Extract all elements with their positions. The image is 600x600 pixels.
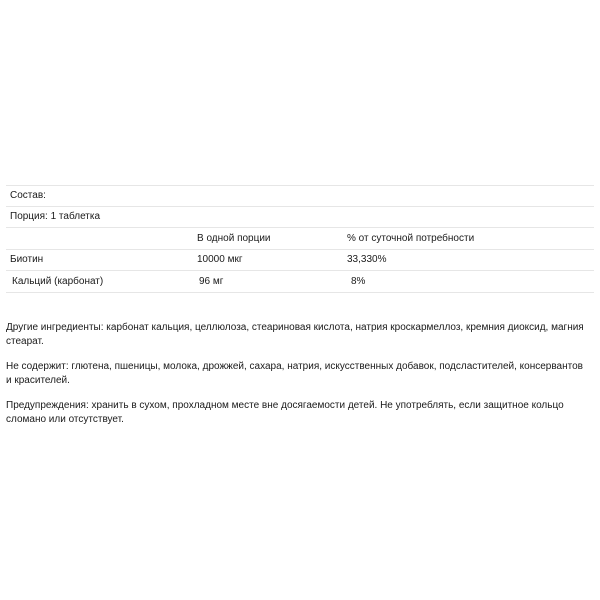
serving-size: Порция: 1 таблетка bbox=[10, 211, 101, 222]
serving-size-row bbox=[6, 206, 594, 227]
table-row bbox=[6, 270, 594, 293]
ingredient-name: Кальций (карбонат) bbox=[12, 275, 104, 287]
product-notes bbox=[6, 321, 586, 438]
amount-column-header: В одной порции bbox=[197, 232, 271, 244]
other-ingredients-text: Другие ингредиенты: карбонат кальция, целлюлоза, стеариновая кислота, натрия кроскармеллоз, кремния диоксид, магния стеарат. bbox=[6, 322, 584, 347]
ingredient-amount: 10000 мкг bbox=[197, 254, 243, 265]
table-title-row bbox=[6, 185, 594, 206]
warnings-text: Предупреждения: хранить в сухом, прохладном месте вне досягаемости детей. Не употреблять, если защитное кольцо сломано или отсутствует. bbox=[6, 400, 564, 425]
table-header-row bbox=[6, 227, 594, 249]
ingredient-amount: 96 мг bbox=[199, 275, 224, 287]
ingredient-daily-value: 33,330% bbox=[347, 254, 387, 265]
table-row bbox=[6, 249, 594, 270]
composition-title: Состав: bbox=[10, 190, 46, 201]
free-of-text: Не содержит: глютена, пшеницы, молока, дрожжей, сахара, натрия, искусственных добавок, подсластителей, консервантов и красителей. bbox=[6, 361, 583, 386]
daily-value-column-header: % от суточной потребности bbox=[347, 232, 475, 244]
ingredient-daily-value: 8% bbox=[351, 275, 366, 287]
supplement-facts-table bbox=[6, 185, 594, 293]
ingredient-name: Биотин bbox=[10, 254, 44, 265]
